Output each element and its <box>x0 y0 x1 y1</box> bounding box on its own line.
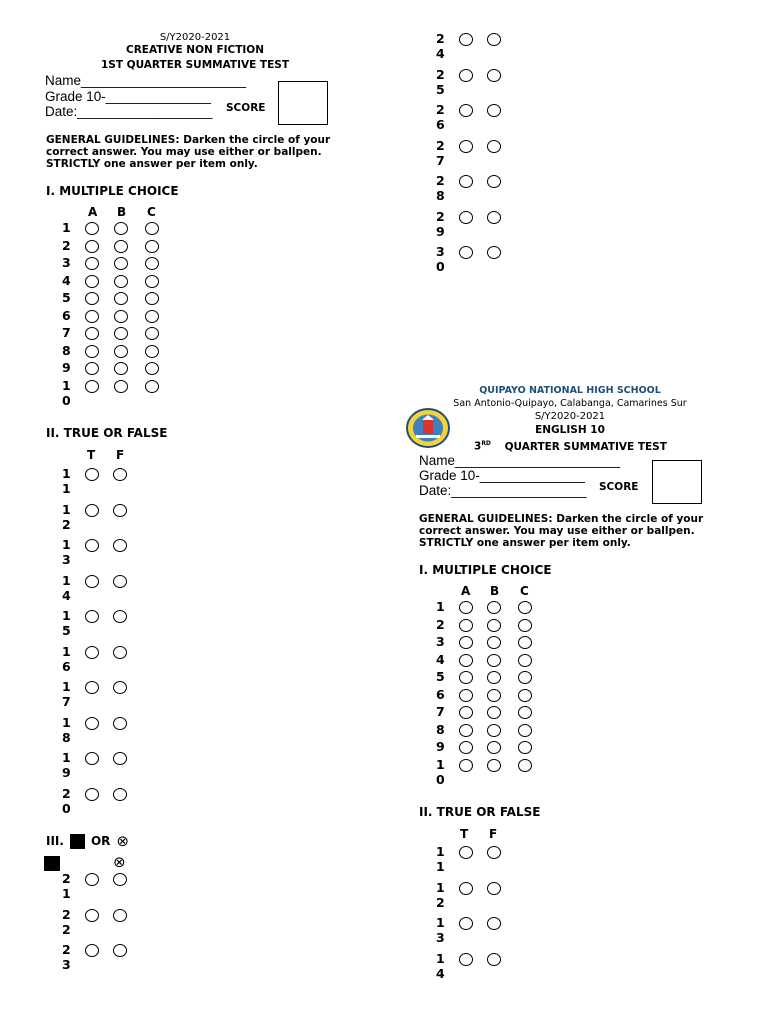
right-test-number: 3 <box>474 440 482 453</box>
left-subject: CREATIVE NON FICTION <box>125 44 265 56</box>
item-number: 1 4 <box>62 572 71 603</box>
answer-bubble[interactable] <box>459 246 473 259</box>
answer-bubble[interactable] <box>487 211 501 224</box>
item-number: 3 <box>436 634 445 649</box>
answer-bubble[interactable] <box>487 636 501 649</box>
answer-bubble[interactable] <box>487 175 501 188</box>
item-number: 1 8 <box>62 714 71 745</box>
answer-bubble[interactable] <box>487 671 501 684</box>
item-number: 2 2 <box>62 906 71 937</box>
item-number: 7 <box>62 325 71 340</box>
answer-bubble[interactable] <box>85 944 99 957</box>
right-test-title <box>474 440 667 453</box>
left-section3-or: OR <box>90 834 111 848</box>
right-mc-title: I. MULTIPLE CHOICE <box>419 563 552 577</box>
answer-bubble[interactable] <box>459 140 473 153</box>
item-number: 1 3 <box>436 915 445 945</box>
answer-bubble[interactable] <box>487 846 501 859</box>
answer-bubble[interactable] <box>85 504 99 517</box>
answer-bubble[interactable] <box>145 380 159 393</box>
answer-bubble[interactable] <box>518 654 532 667</box>
left-mc-title: I. MULTIPLE CHOICE <box>46 184 179 198</box>
right-school-address: San Antonio-Quipayo, Calabanga, Camarines Sur <box>453 398 687 409</box>
answer-bubble[interactable] <box>85 646 99 659</box>
right-subject: ENGLISH 10 <box>535 424 605 436</box>
item-number: 2 <box>62 237 71 253</box>
answer-bubble[interactable] <box>114 362 128 375</box>
item-number: 6 <box>436 686 445 702</box>
answer-bubble[interactable] <box>114 275 128 288</box>
column-header: A <box>461 584 471 598</box>
column-header: C <box>147 205 156 219</box>
filled-square-icon <box>70 834 85 849</box>
circled-times-icon: ⊗ <box>113 853 126 871</box>
answer-bubble[interactable] <box>459 917 473 930</box>
column-header: B <box>117 205 127 219</box>
item-number: 1 1 <box>62 466 71 496</box>
right-tf-title: II. TRUE OR FALSE <box>419 805 541 819</box>
item-number: 1 2 <box>436 879 445 910</box>
item-number: 2 3 <box>62 942 71 972</box>
item-number: 1 4 <box>436 950 445 981</box>
item-number: 1 <box>62 220 71 235</box>
right-guidelines: GENERAL GUIDELINES: Darken the circle of your correct answer. You may use either or ballpen. STRICTLY one answer per item only. <box>419 513 704 549</box>
right-test-title-rest: QUARTER SUMMATIVE TEST <box>504 440 667 453</box>
left-score-box[interactable] <box>278 81 328 125</box>
answer-bubble[interactable] <box>85 380 99 393</box>
item-number: 9 <box>436 739 445 754</box>
answer-bubble[interactable] <box>487 33 501 46</box>
item-number: 8 <box>62 342 71 358</box>
answer-bubble[interactable] <box>85 610 99 623</box>
answer-bubble[interactable] <box>85 257 99 270</box>
answer-bubble[interactable] <box>487 706 501 719</box>
item-number: 8 <box>436 721 445 737</box>
answer-bubble[interactable] <box>85 275 99 288</box>
right-name-field[interactable]: Name______________________ <box>419 453 621 468</box>
answer-bubble[interactable] <box>487 601 501 614</box>
item-number: 1 1 <box>436 844 445 874</box>
item-number: 2 1 <box>62 871 71 901</box>
answer-bubble[interactable] <box>85 310 99 323</box>
left-score-label: SCORE <box>226 102 266 114</box>
left-name-field[interactable]: Name______________________ <box>45 73 247 88</box>
answer-bubble[interactable] <box>518 671 532 684</box>
filled-square-icon <box>44 856 60 871</box>
answer-bubble[interactable] <box>114 327 128 340</box>
left-tf-title: II. TRUE OR FALSE <box>46 426 168 440</box>
answer-bubble[interactable] <box>85 681 99 694</box>
answer-bubble[interactable] <box>114 292 128 305</box>
answer-bubble[interactable] <box>85 362 99 375</box>
answer-bubble[interactable] <box>459 175 473 188</box>
answer-bubble[interactable] <box>487 759 501 772</box>
circled-times-icon: ⊗ <box>116 832 129 850</box>
answer-bubble[interactable] <box>459 619 473 632</box>
left-section3-col1-header <box>44 855 60 873</box>
answer-bubble[interactable] <box>145 310 159 323</box>
item-number: 1 5 <box>62 608 71 638</box>
answer-bubble[interactable] <box>85 788 99 801</box>
column-header: F <box>116 448 125 462</box>
answer-bubble[interactable] <box>113 646 127 659</box>
answer-bubble[interactable] <box>85 468 99 481</box>
left-section3-prefix: III. <box>46 834 64 848</box>
answer-bubble[interactable] <box>487 882 501 895</box>
left-grade-field[interactable]: Grade 10-______________ <box>45 89 211 104</box>
answer-bubble[interactable] <box>113 539 127 552</box>
answer-bubble[interactable] <box>113 610 127 623</box>
answer-bubble[interactable] <box>85 240 99 253</box>
answer-bubble[interactable] <box>487 953 501 966</box>
answer-bubble[interactable] <box>518 689 532 702</box>
answer-bubble[interactable] <box>459 689 473 702</box>
answer-bubble[interactable] <box>518 741 532 754</box>
answer-bubble[interactable] <box>114 345 128 358</box>
answer-bubble[interactable] <box>459 211 473 224</box>
answer-bubble[interactable] <box>487 741 501 754</box>
item-number: 3 <box>62 255 71 270</box>
answer-bubble[interactable] <box>487 689 501 702</box>
answer-bubble[interactable] <box>487 917 501 930</box>
answer-bubble[interactable] <box>113 873 127 886</box>
answer-bubble[interactable] <box>85 345 99 358</box>
answer-bubble[interactable] <box>113 717 127 730</box>
left-section3-title <box>46 832 129 850</box>
answer-bubble[interactable] <box>114 240 128 253</box>
item-number: 7 <box>436 704 445 719</box>
right-school-year: S/Y2020-2021 <box>534 411 606 422</box>
answer-bubble[interactable] <box>459 741 473 754</box>
item-number: 6 <box>62 307 71 323</box>
answer-bubble[interactable] <box>145 257 159 270</box>
left-date-field[interactable]: Date:__________________ <box>45 104 213 119</box>
school-seal-icon <box>406 408 450 448</box>
column-header: T <box>87 448 96 462</box>
answer-bubble[interactable] <box>459 33 473 46</box>
answer-bubble[interactable] <box>85 222 99 235</box>
item-number: 5 <box>62 290 71 305</box>
answer-bubble[interactable] <box>459 846 473 859</box>
item-number: 2 6 <box>436 102 445 132</box>
answer-bubble[interactable] <box>145 240 159 253</box>
answer-bubble[interactable] <box>85 327 99 340</box>
item-number: 4 <box>62 272 71 288</box>
left-guidelines: GENERAL GUIDELINES: Darken the circle of your correct answer. You may use either or ballpen. STRICTLY one answer per item only. <box>46 134 331 170</box>
answer-bubble[interactable] <box>85 752 99 765</box>
answer-bubble[interactable] <box>145 222 159 235</box>
answer-bubble[interactable] <box>459 654 473 667</box>
answer-bubble[interactable] <box>113 575 127 588</box>
item-number: 4 <box>436 651 445 667</box>
item-number: 1 0 <box>62 377 71 408</box>
answer-bubble[interactable] <box>518 619 532 632</box>
item-number: 1 9 <box>62 750 71 780</box>
item-number: 2 <box>436 616 445 632</box>
item-number: 5 <box>436 669 445 684</box>
item-number: 9 <box>62 360 71 375</box>
answer-bubble[interactable] <box>113 468 127 481</box>
item-number: 1 3 <box>62 537 71 567</box>
answer-bubble[interactable] <box>145 362 159 375</box>
column-header: T <box>460 827 469 841</box>
answer-bubble[interactable] <box>518 724 532 737</box>
answer-bubble[interactable] <box>487 654 501 667</box>
column-header: A <box>88 205 98 219</box>
answer-bubble[interactable] <box>113 752 127 765</box>
column-header: F <box>489 827 498 841</box>
item-number: 2 8 <box>436 173 445 203</box>
left-school-year: S/Y2020-2021 <box>159 32 231 43</box>
answer-bubble[interactable] <box>114 222 128 235</box>
answer-bubble[interactable] <box>518 706 532 719</box>
item-number: 2 4 <box>436 31 445 61</box>
answer-bubble[interactable] <box>85 717 99 730</box>
answer-bubble[interactable] <box>114 257 128 270</box>
answer-bubble[interactable] <box>459 706 473 719</box>
right-school-name: QUIPAYO NATIONAL HIGH SCHOOL <box>479 385 661 396</box>
answer-bubble[interactable] <box>459 69 473 82</box>
answer-bubble[interactable] <box>145 345 159 358</box>
right-score-label: SCORE <box>599 481 639 493</box>
item-number: 3 0 <box>436 244 445 274</box>
item-number: 1 6 <box>62 643 71 674</box>
right-date-field[interactable]: Date:__________________ <box>419 483 587 498</box>
answer-bubble[interactable] <box>459 104 473 117</box>
answer-bubble[interactable] <box>85 909 99 922</box>
item-number: 2 7 <box>436 137 445 168</box>
item-number: 1 0 <box>436 756 445 787</box>
answer-bubble[interactable] <box>487 140 501 153</box>
answer-bubble[interactable] <box>114 380 128 393</box>
answer-bubble[interactable] <box>459 759 473 772</box>
right-test-ordinal: RD <box>481 440 491 447</box>
answer-bubble[interactable] <box>459 724 473 737</box>
answer-bubble[interactable] <box>518 601 532 614</box>
answer-bubble[interactable] <box>85 873 99 886</box>
answer-bubble[interactable] <box>85 292 99 305</box>
right-grade-field[interactable]: Grade 10-______________ <box>419 468 585 483</box>
answer-bubble[interactable] <box>113 681 127 694</box>
column-header: B <box>490 584 500 598</box>
answer-bubble[interactable] <box>113 944 127 957</box>
answer-bubble[interactable] <box>85 575 99 588</box>
answer-bubble[interactable] <box>487 619 501 632</box>
item-number: 1 2 <box>62 501 71 532</box>
answer-bubble[interactable] <box>459 953 473 966</box>
item-number: 1 7 <box>62 679 71 709</box>
answer-bubble[interactable] <box>518 636 532 649</box>
item-number: 1 <box>436 599 445 614</box>
item-number: 2 5 <box>436 66 445 97</box>
answer-bubble[interactable] <box>459 601 473 614</box>
answer-bubble[interactable] <box>145 327 159 340</box>
answer-bubble[interactable] <box>113 909 127 922</box>
answer-bubble[interactable] <box>145 275 159 288</box>
answer-bubble[interactable] <box>459 671 473 684</box>
answer-bubble[interactable] <box>114 310 128 323</box>
answer-bubble[interactable] <box>487 104 501 117</box>
answer-bubble[interactable] <box>113 788 127 801</box>
item-number: 2 0 <box>62 785 71 816</box>
column-header: C <box>520 584 529 598</box>
answer-bubble[interactable] <box>487 69 501 82</box>
answer-bubble[interactable] <box>487 724 501 737</box>
right-score-box[interactable] <box>652 460 702 504</box>
answer-bubble[interactable] <box>518 759 532 772</box>
answer-bubble[interactable] <box>113 504 127 517</box>
answer-bubble[interactable] <box>85 539 99 552</box>
answer-bubble[interactable] <box>459 882 473 895</box>
answer-bubble[interactable] <box>145 292 159 305</box>
answer-bubble[interactable] <box>459 636 473 649</box>
answer-bubble[interactable] <box>487 246 501 259</box>
item-number: 2 9 <box>436 208 445 239</box>
left-test-title: 1ST QUARTER SUMMATIVE TEST <box>100 59 289 71</box>
